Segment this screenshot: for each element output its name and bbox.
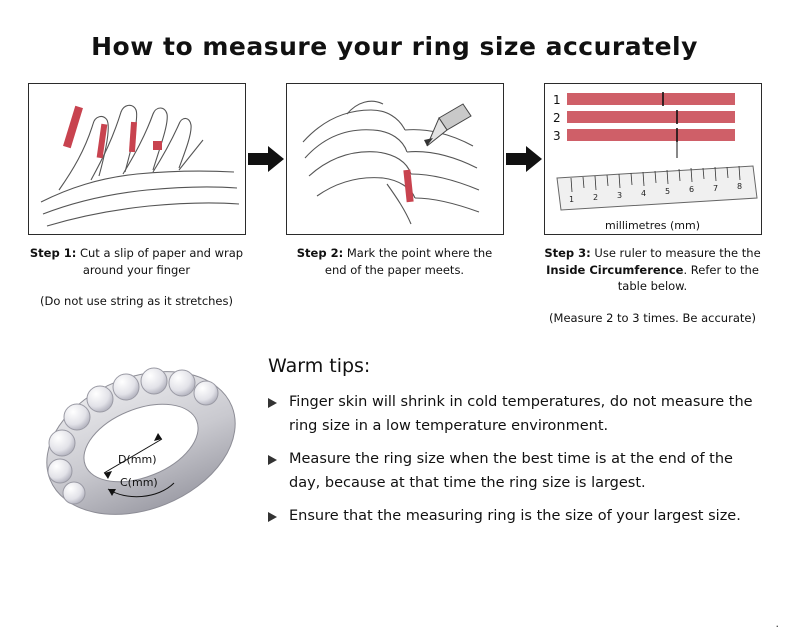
tip-text-1: Finger skin will shrink in cold temperatures, do not measure the ring size in a low temperature environment. (289, 394, 753, 434)
step-3-note: (Measure 2 to 3 times. Be accurate) (549, 311, 756, 326)
arrow-right-2-icon (504, 83, 544, 235)
step-1-note: (Do not use string as it stretches) (40, 294, 233, 309)
warm-tips-section (0, 343, 789, 553)
svg-text:2: 2 (552, 111, 561, 125)
svg-text:7: 7 (712, 184, 718, 193)
bullet-triangle-icon (268, 398, 282, 408)
arrow-right-1-icon (246, 83, 286, 235)
tips-column (260, 343, 767, 553)
svg-text:3: 3 (616, 191, 622, 200)
tip-item-1 (268, 391, 767, 439)
svg-text:1: 1 (552, 93, 561, 107)
pen-icon (424, 104, 471, 146)
step-3-label: Step 3: (544, 246, 591, 260)
ruler-sketch (545, 84, 761, 234)
paper-strip-red (63, 106, 162, 159)
step-3-text: Use ruler to measure the the Inside Circumference. Refer to the table below. (546, 246, 761, 294)
step-2-text: Mark the point where the end of the paper meets. (324, 246, 493, 277)
page-title: How to measure your ring size accurately (91, 32, 698, 61)
svg-text:3: 3 (552, 129, 561, 143)
step-2 (286, 83, 504, 294)
ruler-measuring-strips-illustration (544, 83, 762, 235)
svg-text:4: 4 (640, 189, 646, 198)
circumference-label: C(mm) (120, 476, 158, 490)
step-1-text: Cut a slip of paper and wrap around your finger (79, 246, 244, 277)
diameter-label: D(mm) (118, 453, 157, 467)
step-1-label: Step 1: (29, 246, 77, 260)
unit-label: millimetres (mm) (604, 219, 700, 232)
tip-item-2 (268, 448, 767, 496)
hand-with-paper-strip-illustration (28, 83, 246, 235)
svg-text:1: 1 (568, 195, 574, 204)
step-1-caption (28, 245, 246, 278)
ring-illustration (22, 343, 260, 543)
step-3 (544, 83, 762, 325)
svg-text:5: 5 (664, 187, 670, 196)
tip-text-2: Measure the ring size when the best time is at the end of the day, because at that time the ring size is largest. (289, 450, 733, 491)
step-2-caption (286, 245, 504, 278)
ring-diagram (22, 343, 260, 553)
bullet-triangle-icon (268, 512, 282, 522)
hand-marking-paper-illustration (286, 83, 504, 235)
hand-sketch-1 (29, 84, 245, 234)
bullet-triangle-icon (268, 455, 282, 465)
svg-text:6: 6 (688, 185, 694, 194)
tip-text-3: Ensure that the measuring ring is the size of your largest size. (289, 507, 741, 524)
tips-heading: Warm tips: (268, 355, 371, 378)
step-3-caption (544, 245, 762, 295)
svg-text:8: 8 (736, 182, 742, 191)
step-2-label: Step 2: (296, 246, 344, 260)
corner-mark: . (775, 617, 779, 630)
tip-item-3 (268, 505, 767, 529)
steps-row (0, 83, 789, 325)
hand-sketch-2 (287, 84, 503, 234)
svg-text:2: 2 (592, 193, 598, 202)
step-1 (28, 83, 246, 308)
